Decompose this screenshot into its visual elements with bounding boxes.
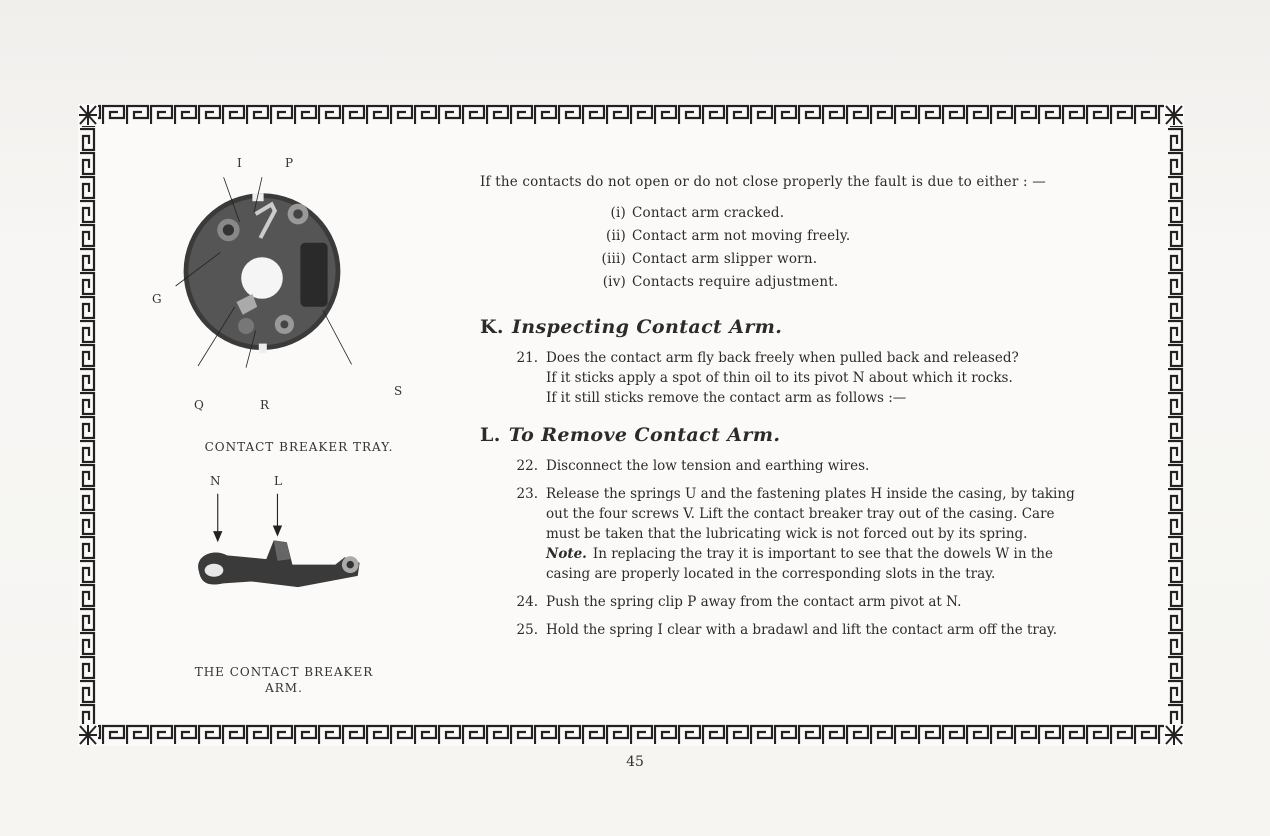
step-number: 21. (516, 350, 538, 366)
step-line: If it still sticks remove the contact arm as follows :— (546, 390, 907, 406)
fault-number: (iii) (601, 251, 626, 267)
contact-breaker-tray-illustration (166, 156, 406, 416)
label-i: I (237, 156, 243, 170)
instructions-column (480, 174, 1120, 648)
step-line: Disconnect the low tension and earthing wires. (546, 458, 870, 474)
greek-key-frame (78, 104, 1184, 746)
intro-paragraph: If the contacts do not open or do not close properly the fault is due to either : — (480, 174, 1046, 190)
label-l: L (274, 474, 283, 488)
fault-item (592, 271, 1120, 294)
step-number: 23. (516, 486, 538, 502)
border-right (1166, 104, 1184, 746)
fault-number: (ii) (606, 228, 626, 244)
label-p: P (285, 156, 294, 170)
step-line: Push the spring clip P away from the contact arm pivot at N. (546, 594, 962, 610)
label-q: Q (194, 398, 205, 412)
fault-text: Contact arm not moving freely. (632, 228, 851, 244)
step-line: Does the contact arm fly back freely when pulled back and released? (546, 350, 1019, 366)
fault-number: (i) (610, 205, 626, 221)
fault-list (480, 202, 1120, 294)
step-body (546, 620, 1106, 640)
section-k-heading (480, 316, 1120, 338)
note-text: In replacing the tray it is important to see that the dowels W in the (592, 546, 1053, 562)
step-item (480, 456, 1120, 476)
section-k-letter: K. (480, 316, 504, 338)
step-line: out the four screws V. Lift the contact breaker tray out of the casing. Care (546, 506, 1055, 522)
label-g: G (152, 292, 163, 306)
arm-caption (184, 664, 384, 696)
step-number: 22. (516, 458, 538, 474)
step-body (546, 592, 1106, 612)
fault-item (592, 225, 1120, 248)
step-number: 25. (516, 622, 538, 638)
border-bottom (78, 724, 1184, 746)
step-body (546, 484, 1106, 584)
label-r: R (260, 398, 270, 412)
section-l-heading (480, 424, 1120, 446)
corner-ornament-top-left (78, 104, 98, 126)
step-line: must be taken that the lubricating wick is not forced out by its spring. (546, 526, 1028, 542)
section-l-letter: L. (480, 424, 501, 446)
tray-caption: CONTACT BREAKER TRAY. (204, 440, 394, 454)
corner-ornament-bottom-left (78, 724, 98, 746)
step-line: Release the springs U and the fastening plates H inside the casing, by taking (546, 486, 1075, 502)
arm-caption-line-1: THE CONTACT BREAKER (194, 665, 374, 679)
step-body (546, 348, 1106, 408)
fault-item (592, 248, 1120, 271)
step-item (480, 592, 1120, 612)
step-item (480, 484, 1120, 584)
note-label: Note. (546, 546, 587, 562)
border-top (78, 104, 1184, 126)
fault-text: Contact arm cracked. (632, 205, 785, 221)
step-line: If it sticks apply a spot of thin oil to its pivot N about which it rocks. (546, 370, 1013, 386)
step-body (546, 456, 1106, 476)
section-k-steps (480, 348, 1120, 408)
label-n: N (210, 474, 221, 488)
page-number: 45 (626, 754, 644, 770)
step-item (480, 348, 1120, 408)
fault-text: Contact arm slipper worn. (632, 251, 818, 267)
step-line: Hold the spring I clear with a bradawl and lift the contact arm off the tray. (546, 622, 1058, 638)
step-item (480, 620, 1120, 640)
border-left (78, 104, 96, 746)
arm-caption-line-2: ARM. (265, 681, 303, 695)
label-s: S (394, 384, 403, 398)
section-l-title: To Remove Contact Arm. (508, 424, 781, 446)
section-l-steps (480, 456, 1120, 640)
fault-text: Contacts require adjustment. (632, 274, 839, 290)
section-k-title: Inspecting Contact Arm. (511, 316, 783, 338)
fault-number: (iv) (602, 274, 626, 290)
note-line: casing are properly located in the corresponding slots in the tray. (546, 566, 996, 582)
step-number: 24. (516, 594, 538, 610)
corner-ornament-top-right (1164, 104, 1184, 126)
note-line (546, 544, 1106, 564)
page-content (96, 126, 1166, 724)
contact-breaker-arm-illustration (184, 490, 384, 630)
fault-item (592, 202, 1120, 225)
corner-ornament-bottom-right (1164, 724, 1184, 746)
